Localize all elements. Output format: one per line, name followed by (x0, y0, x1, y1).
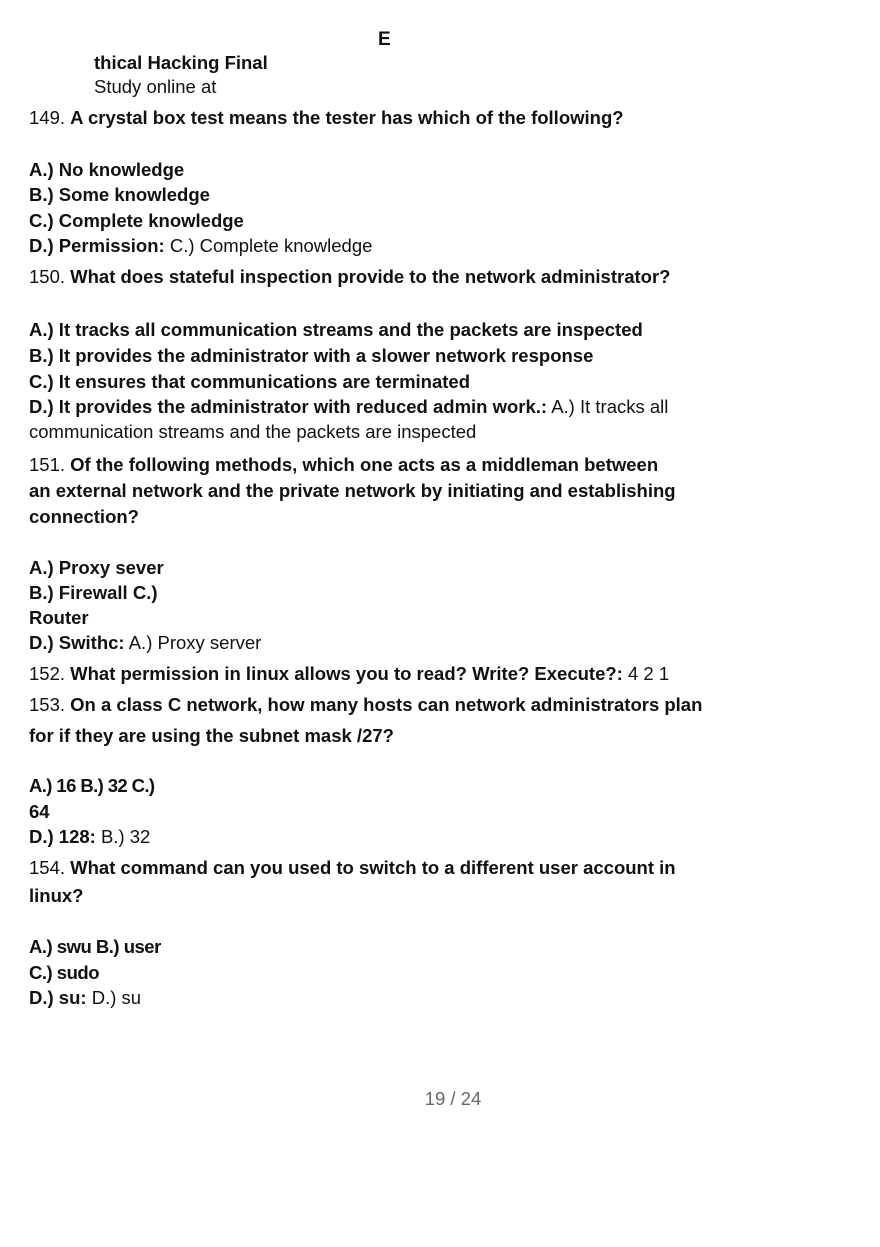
q149-option-b: B.) Some knowledge (29, 184, 210, 205)
q150-option-a: A.) It tracks all communication streams and the packets are inspected (29, 319, 643, 340)
option-d-text: D.) It provides the administrator with reduced admin work.: (29, 396, 548, 417)
question-number: 151. (29, 454, 66, 475)
q153-option-ab: A.) 16 B.) 32 C.) (29, 775, 155, 796)
q153-option-c: 64 (29, 801, 50, 822)
question-number: 150. (29, 266, 66, 287)
q150-option-b: B.) It provides the administrator with a slower network response (29, 345, 594, 366)
answer-text: A.) Proxy server (128, 632, 262, 653)
answer-text: 4 2 1 (627, 663, 670, 684)
q151-option-d (29, 632, 261, 654)
answer-text: D.) su (91, 987, 142, 1008)
q153-question-line-2: for if they are using the subnet mask /27? (29, 725, 394, 746)
q149-option-d (29, 235, 372, 257)
question-text: A crystal box test means the tester has which of the following? (70, 107, 624, 128)
q154-option-ab: A.) swu B.) user (29, 936, 161, 957)
q149-option-a: A.) No knowledge (29, 159, 185, 180)
question-number: 153. (29, 694, 66, 715)
q151-question-line-3: connection? (29, 506, 139, 527)
answer-text: C.) Complete knowledge (169, 235, 373, 256)
question-text: What permission in linux allows you to read? Write? Execute?: (70, 663, 623, 684)
question-154 (29, 857, 676, 879)
answer-text: B.) 32 (100, 826, 151, 847)
question-text: Of the following methods, which one acts as a middleman between (70, 454, 659, 475)
q154-option-d (29, 987, 141, 1009)
q150-option-c: C.) It ensures that communications are terminated (29, 371, 471, 392)
question-text: What does stateful inspection provide to the network administrator? (70, 266, 671, 287)
answer-text: A.) It tracks all (551, 396, 669, 417)
q151-option-a: A.) Proxy sever (29, 557, 164, 578)
q150-option-d (29, 396, 668, 418)
document-title: thical Hacking Final (94, 52, 268, 73)
q151-question-line-2: an external network and the private network by initiating and establishing (29, 480, 676, 501)
q151-option-b: B.) Firewall C.) (29, 582, 158, 603)
header-letter: E (378, 29, 391, 50)
q154-question-line-2: linux? (29, 885, 84, 906)
q151-option-c: Router (29, 607, 89, 628)
option-d-text: D.) Swithc: (29, 632, 125, 653)
question-number: 152. (29, 663, 66, 684)
question-150 (29, 266, 670, 288)
option-d-text: D.) su: (29, 987, 87, 1008)
question-151 (29, 454, 658, 476)
question-number: 149. (29, 107, 66, 128)
q150-answer-continued: communication streams and the packets are inspected (29, 421, 477, 442)
question-text: On a class C network, how many hosts can network administrators plan (70, 694, 703, 715)
option-d-text: D.) 128: (29, 826, 96, 847)
option-d-text: D.) Permission: (29, 235, 165, 256)
question-number: 154. (29, 857, 66, 878)
q149-option-c: C.) Complete knowledge (29, 210, 244, 231)
question-149 (29, 107, 624, 129)
q153-option-d (29, 826, 150, 848)
question-152 (29, 663, 669, 685)
question-text: What command can you used to switch to a different user account in (70, 857, 676, 878)
page-indicator: 19 / 24 (424, 1088, 482, 1109)
question-153 (29, 694, 702, 716)
document-subtitle: Study online at (94, 76, 217, 97)
q154-option-c: C.) sudo (29, 962, 99, 983)
